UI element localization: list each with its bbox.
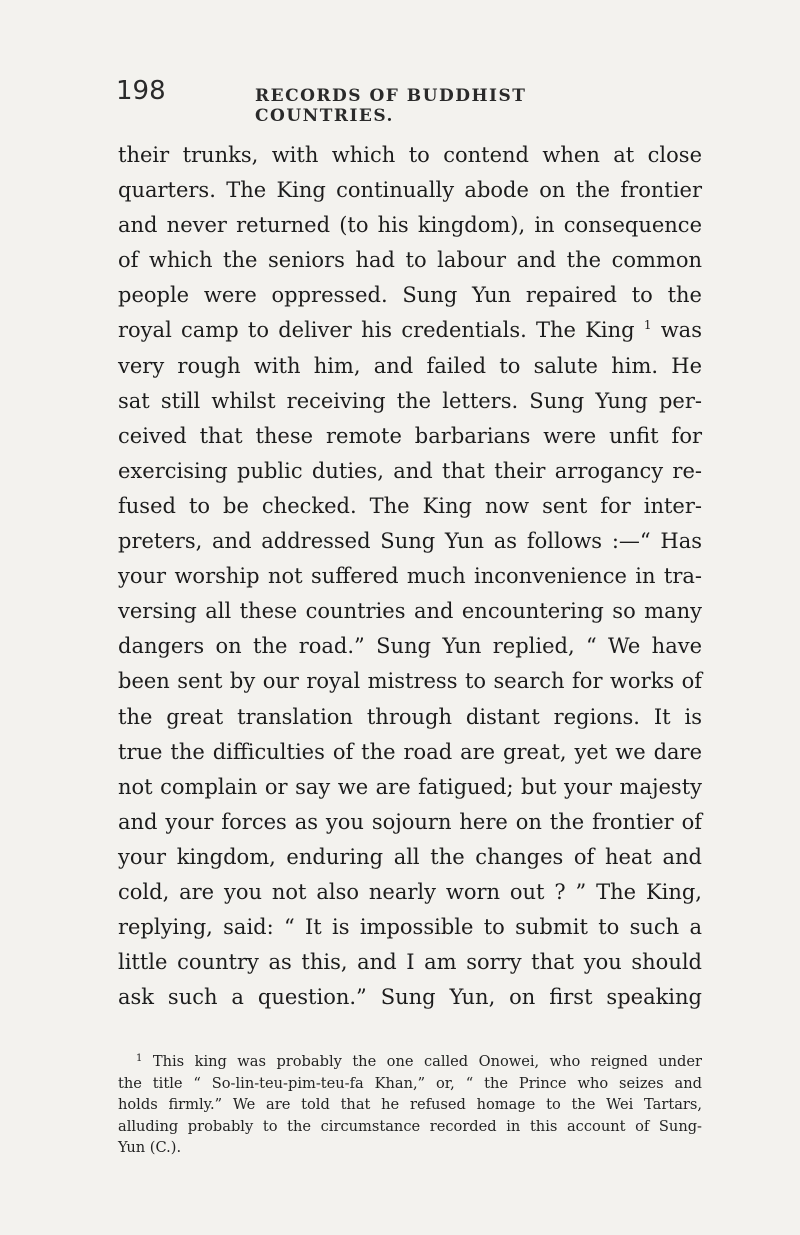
body-line: little country as this, and I am sorry that you should	[118, 950, 702, 975]
footnote-reference: 1	[643, 318, 652, 333]
footnote-number: 1	[136, 1053, 143, 1064]
body-line: ceived that these remote barbarians were unfit for	[118, 423, 702, 448]
body-line-segment: royal camp to deliver his credentials. The King	[118, 318, 635, 343]
body-line: people were oppressed. Sung Yun repaired to the	[118, 283, 702, 308]
body-line: of which the seniors had to labour and the common	[118, 248, 702, 273]
body-line: the great translation through distant regions. It is	[118, 704, 702, 729]
body-line: dangers on the road.” Sung Yun replied, “ We have	[118, 634, 702, 659]
body-line: and never returned (to his kingdom), in consequence	[118, 213, 702, 238]
footnote-line: the title “ So-lin-teu-pim-teu-fa Khan,” or, “ the Prince who seizes and	[118, 1074, 702, 1092]
footnote-line	[118, 1051, 702, 1073]
body-line: your kingdom, enduring all the changes of heat and	[118, 844, 702, 869]
footnote	[118, 1051, 702, 1159]
body-line: fused to be checked. The King now sent for inter-	[118, 493, 702, 518]
body-line: exercising public duties, and that their arrogancy re-	[118, 458, 702, 483]
body-line: sat still whilst receiving the letters. Sung Yung per-	[118, 388, 702, 413]
body-line: versing all these countries and encountering so many	[118, 599, 702, 624]
body-line: cold, are you not also nearly worn out ? ” The King,	[118, 879, 702, 904]
body-line: not complain or say we are fatigued; but your majesty	[118, 774, 702, 799]
body-line: true the difficulties of the road are great, yet we dare	[118, 739, 702, 764]
page-number: 198	[116, 76, 166, 106]
body-line: and your forces as you sojourn here on the frontier of	[118, 809, 702, 834]
body-line: replying, said: “ It is impossible to submit to such a	[118, 915, 702, 940]
body-line: preters, and addressed Sung Yun as follows :—“ Has	[118, 529, 702, 554]
body-line: very rough with him, and failed to salute him. He	[118, 353, 702, 378]
footnote-line-text: This king was probably the one called Onowei, who reigned under	[152, 1053, 703, 1070]
footnote-line: alluding probably to the circumstance recorded in this account of Sung-	[118, 1117, 702, 1135]
body-line-segment: was	[660, 318, 702, 343]
body-line: your worship not suffered much inconvenience in tra-	[118, 564, 702, 589]
body-line: quarters. The King continually abode on the frontier	[118, 178, 702, 203]
body-line-with-footnote-ref	[118, 313, 702, 348]
body-line: their trunks, with which to contend when at close	[118, 143, 702, 167]
footnote-line: Yun (C.).	[118, 1139, 182, 1157]
body-line: ask such a question.” Sung Yun, on first speaking	[118, 985, 702, 1010]
body-text	[118, 138, 702, 1015]
running-head	[116, 76, 636, 126]
body-line: been sent by our royal mistress to search for works of	[118, 669, 702, 694]
running-title: RECORDS OF BUDDHIST COUNTRIES.	[255, 86, 527, 126]
footnote-line: holds firmly.” We are told that he refused homage to the Wei Tartars,	[118, 1096, 702, 1114]
